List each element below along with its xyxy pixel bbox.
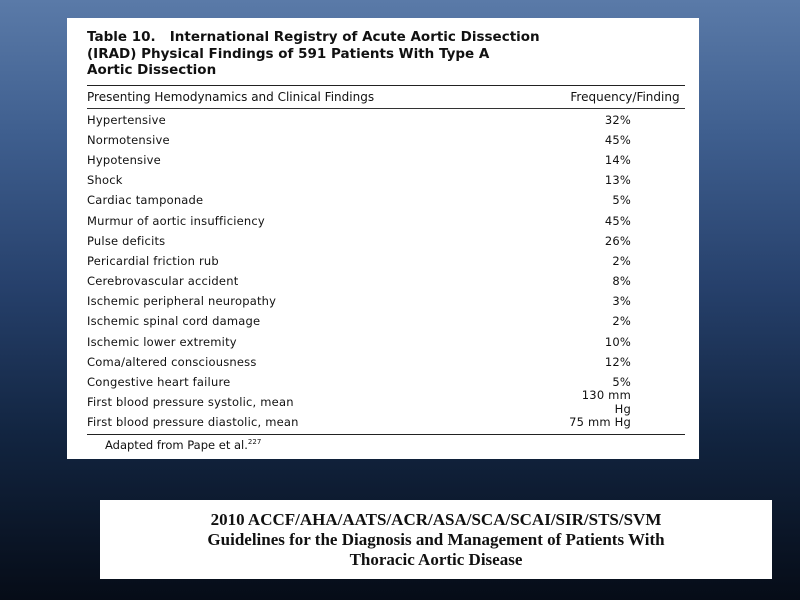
citation-card	[100, 500, 772, 579]
row-value: 2%	[612, 314, 631, 329]
table-row	[87, 150, 685, 170]
row-value: 26%	[604, 233, 631, 248]
header-value: Frequency/Finding	[570, 89, 680, 104]
table-row	[87, 210, 685, 230]
table-row	[87, 332, 685, 352]
table-row	[87, 388, 685, 417]
table-row	[87, 170, 685, 190]
row-finding: Coma/altered consciousness	[87, 354, 257, 369]
row-finding: Congestive heart failure	[87, 375, 231, 390]
table-row	[87, 352, 685, 372]
row-value: 45%	[604, 213, 631, 228]
row-value: 13%	[604, 173, 631, 188]
row-value: 8%	[612, 274, 631, 289]
table-row	[87, 231, 685, 251]
table-row	[87, 291, 685, 311]
row-finding: Ischemic spinal cord damage	[87, 314, 261, 329]
table-title-line: (IRAD) Physical Findings of 591 Patients With Type A	[87, 45, 490, 62]
table-title-line: Table 10. International Registry of Acute Aortic Dissection	[87, 29, 540, 45]
row-value: 130 mm Hg	[581, 388, 631, 417]
row-value: 45%	[604, 132, 631, 147]
row-finding: First blood pressure systolic, mean	[87, 395, 294, 410]
table-row	[87, 412, 685, 432]
citation-line: Thoracic Aortic Disease	[349, 549, 523, 569]
row-finding: Cardiac tamponade	[87, 193, 204, 208]
row-finding: Cerebrovascular accident	[87, 274, 239, 289]
row-finding: Ischemic peripheral neuropathy	[87, 294, 277, 309]
row-finding: Shock	[87, 173, 123, 188]
table-row	[87, 251, 685, 271]
row-finding: Ischemic lower extremity	[87, 334, 237, 349]
table-row	[87, 311, 685, 331]
row-value: 5%	[612, 375, 631, 390]
row-value: 2%	[612, 253, 631, 268]
row-value: 5%	[612, 193, 631, 208]
table-title	[87, 28, 685, 79]
row-value: 10%	[604, 334, 631, 349]
row-value: 32%	[604, 112, 631, 127]
header-finding: Presenting Hemodynamics and Clinical Findings	[87, 89, 375, 104]
footnote-text: Adapted from Pape et al.	[105, 437, 248, 452]
row-value: 3%	[612, 294, 631, 309]
table-card	[67, 18, 699, 459]
row-finding: Normotensive	[87, 132, 170, 147]
row-finding: Pulse deficits	[87, 233, 166, 248]
citation-line: 2010 ACCF/AHA/AATS/ACR/ASA/SCA/SCAI/SIR/STS/SVM	[210, 509, 662, 529]
row-value: 75 mm Hg	[569, 415, 631, 430]
table-title-line: Aortic Dissection	[87, 62, 217, 78]
table-row	[87, 110, 685, 130]
row-finding: Hypertensive	[87, 112, 166, 127]
row-value: 14%	[604, 152, 631, 167]
table-body	[87, 109, 685, 434]
row-finding: First blood pressure diastolic, mean	[87, 415, 299, 430]
table-row	[87, 190, 685, 210]
footnote-reference: 227	[247, 437, 262, 446]
row-finding: Murmur of aortic insufficiency	[87, 213, 265, 228]
table-row	[87, 130, 685, 150]
row-value: 12%	[604, 354, 631, 369]
row-finding: Pericardial friction rub	[87, 253, 219, 268]
table-row	[87, 271, 685, 291]
table-footnote	[87, 435, 685, 452]
row-finding: Hypotensive	[87, 152, 161, 167]
citation-line: Guidelines for the Diagnosis and Management of Patients With	[207, 529, 665, 549]
table-header-row	[87, 86, 685, 108]
